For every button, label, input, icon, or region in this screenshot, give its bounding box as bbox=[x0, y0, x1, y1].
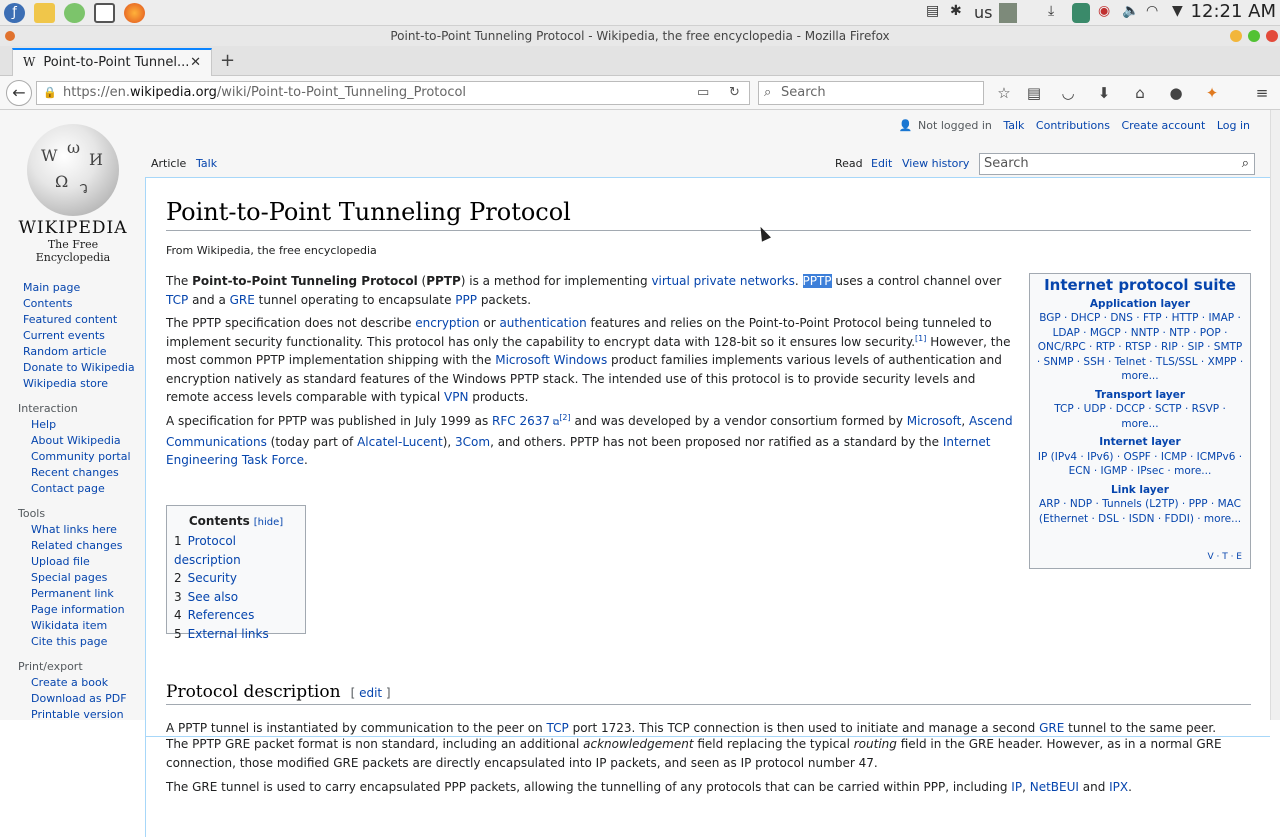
tab-edit[interactable]: Edit bbox=[871, 157, 893, 170]
sidebar-item-main-page[interactable]: Main page bbox=[23, 281, 81, 294]
sidebar-item-community[interactable]: Community portal bbox=[31, 450, 131, 463]
table-of-contents bbox=[166, 505, 306, 641]
not-logged-in: Not logged in bbox=[918, 119, 992, 132]
downloads-icon[interactable]: ⬇ bbox=[1097, 84, 1111, 102]
paragraph-6: The GRE tunnel is used to carry encapsulated PPP packets, allowing the tunnelling of any protocols that can be carried within PPP, including IP, NetBEUI and IPX. bbox=[166, 780, 1132, 794]
wikipedia-tagline: The Free Encyclopedia bbox=[35, 238, 111, 264]
user-icon: 👤 bbox=[898, 119, 913, 132]
keyboard-layout[interactable]: us bbox=[974, 3, 993, 22]
browser-search-input[interactable] bbox=[758, 81, 984, 105]
menu-icon[interactable]: ≡ bbox=[1255, 84, 1269, 102]
sidebar-item-random[interactable]: Random article bbox=[23, 345, 107, 358]
from-wikipedia: From Wikipedia, the free encyclopedia bbox=[166, 244, 377, 257]
sidebar-item-contents[interactable]: Contents bbox=[23, 297, 73, 310]
clock[interactable]: 12:21 AM bbox=[1190, 1, 1276, 22]
link-vpn[interactable]: virtual private networks bbox=[651, 274, 795, 288]
files-launcher-icon[interactable] bbox=[34, 3, 55, 23]
sidebar-heading-interaction: Interaction bbox=[18, 402, 78, 415]
article-content bbox=[145, 177, 1270, 737]
app-indicator-icon[interactable] bbox=[999, 3, 1017, 23]
browser-search-placeholder: Search bbox=[781, 85, 826, 100]
link-ipx[interactable]: IPX bbox=[1109, 780, 1129, 794]
new-tab-button[interactable]: + bbox=[220, 50, 236, 71]
wiki-search-placeholder: Search bbox=[984, 156, 1029, 171]
url-prefix: https://en. bbox=[63, 85, 130, 100]
toc-item-2[interactable]: 2 Security bbox=[174, 571, 237, 585]
download-icon[interactable]: ⤓ bbox=[1048, 3, 1055, 19]
infobox-internet-head[interactable]: Internet layer bbox=[1099, 436, 1181, 448]
link-rfc-2637[interactable]: RFC 2637 bbox=[492, 414, 551, 428]
sidebar-item-page-info[interactable]: Page information bbox=[31, 603, 125, 616]
home-icon[interactable]: ⌂ bbox=[1135, 84, 1145, 102]
infobox-vte[interactable]: V · T · E bbox=[1207, 551, 1242, 562]
record-icon[interactable]: ◉ bbox=[1098, 3, 1111, 19]
link-tcp-2[interactable]: TCP bbox=[546, 721, 569, 735]
link-ip[interactable]: IP bbox=[1011, 780, 1023, 794]
infobox-title[interactable]: Internet protocol suite bbox=[1044, 276, 1236, 294]
create-account-link[interactable]: Create account bbox=[1121, 119, 1206, 132]
wikipedia-favicon-icon: W bbox=[23, 55, 36, 69]
back-button[interactable]: ← bbox=[6, 80, 32, 106]
paragraph-5: The PPTP GRE packet format is non standard, including an additional acknowledgement field replacing the typical routing field in the GRE header. However, as in a normal GRE connection, those modified GRE packets are directly encapsulated into IP packets, and seen as IP protocol number 47. bbox=[166, 737, 1222, 770]
personal-tools bbox=[891, 119, 1250, 132]
wikipedia-page bbox=[0, 110, 1270, 794]
extension-icon[interactable]: ✦ bbox=[1205, 84, 1219, 102]
talk-link[interactable]: Talk bbox=[1003, 119, 1025, 132]
link-encryption[interactable]: encryption bbox=[415, 316, 480, 330]
os-top-panel bbox=[0, 0, 1280, 26]
link-tcp[interactable]: TCP bbox=[166, 292, 189, 307]
browser-tab[interactable] bbox=[12, 48, 212, 77]
sidebar-item-help[interactable]: Help bbox=[31, 418, 57, 431]
paragraph-4: A PPTP tunnel is instantiated by communication to the peer on TCP port 1723. This TCP connection is then used to initiate and manage a second GRE tunnel to the same peer. bbox=[166, 721, 1217, 735]
sidebar-item-contact[interactable]: Contact page bbox=[31, 482, 105, 495]
sidebar-item-related-changes[interactable]: Related changes bbox=[31, 539, 123, 552]
link-netbeui[interactable]: NetBEUI bbox=[1029, 780, 1079, 794]
sidebar-item-download-pdf[interactable]: Download as PDF bbox=[31, 692, 127, 705]
tab-bar bbox=[0, 46, 1280, 76]
url-domain: wikipedia.org bbox=[129, 85, 217, 100]
sidebar-item-donate[interactable]: Donate to Wikipedia bbox=[23, 361, 135, 374]
app-launcher-icon[interactable] bbox=[64, 3, 85, 23]
navigation-bar bbox=[0, 76, 1280, 110]
link-ppp[interactable]: PPP bbox=[455, 292, 477, 307]
tab-view-history[interactable]: View history bbox=[902, 157, 970, 170]
toc-hide-link[interactable]: [hide] bbox=[253, 517, 284, 528]
toc-item-3[interactable]: 3 See also bbox=[174, 589, 239, 604]
sidebar-item-printable[interactable]: Printable version bbox=[31, 708, 124, 721]
sidebar-heading-tools: Tools bbox=[18, 507, 46, 520]
sidebar-item-permanent-link[interactable]: Permanent link bbox=[31, 587, 114, 600]
sidebar-item-wikidata[interactable]: Wikidata item bbox=[31, 619, 108, 632]
tab-talk[interactable]: Talk bbox=[196, 157, 218, 170]
paragraph-3: A specification for PPTP was published in July 1999 as RFC 2637 ⧉[2] and was developed by a vendor consortium formed by Microsoft, Ascend Communications (today part of Alcatel-Lucent), 3Com, and others. PPTP has not been proposed nor ratified as a standard by the Internet Engineering Task Force. bbox=[166, 413, 1013, 467]
tab-read[interactable]: Read bbox=[835, 157, 863, 170]
wikipedia-globe-icon: W ω И Ω ว bbox=[27, 124, 119, 216]
infobox-app-head[interactable]: Application layer bbox=[1089, 297, 1191, 310]
url-path: /wiki/Point-to-Point_Tunneling_Protocol bbox=[216, 85, 467, 100]
window-title: Point-to-Point Tunneling Protocol - Wikipedia, the free encyclopedia - Mozilla Firefox bbox=[0, 26, 1280, 46]
firefox-launcher-icon[interactable] bbox=[124, 3, 145, 23]
toc-item-4[interactable]: 4 References bbox=[174, 608, 255, 622]
sidebar-item-create-book[interactable]: Create a book bbox=[31, 676, 109, 689]
shield-app-icon[interactable] bbox=[1072, 3, 1090, 23]
close-tab-icon[interactable]: ✕ bbox=[190, 55, 201, 70]
bookmark-star-icon[interactable]: ☆ bbox=[997, 84, 1011, 102]
contributions-link[interactable]: Contributions bbox=[1035, 119, 1110, 132]
toc-item-5[interactable]: 5 External links bbox=[174, 626, 269, 641]
wifi-icon[interactable]: ◠ bbox=[1146, 3, 1159, 19]
reader-view-icon[interactable]: ▭ bbox=[697, 85, 710, 100]
link-ascend[interactable]: Ascend Communications bbox=[166, 414, 1013, 449]
toc-title: Contents [hide] bbox=[188, 514, 284, 528]
reference-2[interactable]: [2] bbox=[559, 413, 571, 422]
external-link-icon: ⧉ bbox=[550, 418, 560, 428]
link-alcatel[interactable]: Alcatel-Lucent bbox=[357, 434, 443, 449]
link-ietf[interactable]: Internet Engineering Task Force bbox=[166, 434, 991, 467]
sidebar bbox=[0, 280, 145, 723]
paragraph-2: The PPTP specification does not describe encryption or authentication features and relies on the Point-to-Point Protocol being tunneled to implement security functionality. This protocol has only the capability to encrypt data with 128-bit so it ensures low security.[1] However, the most common PPTP implementation shipping with the Microsoft Windows product families implements various levels of authentication and encryption natively as standard features of the Windows PPTP stack. The intended use of this protocol is to provide security levels and remote access levels comparable with typical VPN products. bbox=[166, 316, 1011, 404]
fedora-menu-icon[interactable]: ƒ bbox=[4, 3, 25, 23]
login-link[interactable]: Log in bbox=[1216, 119, 1250, 132]
link-authentication[interactable]: authentication bbox=[499, 316, 587, 330]
close-window-button[interactable] bbox=[1266, 30, 1278, 42]
link-microsoft-windows[interactable]: Microsoft Windows bbox=[495, 353, 608, 367]
maximize-button[interactable] bbox=[1248, 30, 1260, 42]
clipboard-icon[interactable]: ▤ bbox=[926, 3, 940, 19]
sidebar-item-current-events[interactable]: Current events bbox=[23, 329, 105, 342]
page-title: Point-to-Point Tunneling Protocol bbox=[166, 198, 1251, 231]
window-menu-icon[interactable] bbox=[5, 31, 15, 41]
bluetooth-icon[interactable]: ✱ bbox=[950, 3, 962, 19]
link-gre[interactable]: GRE bbox=[229, 292, 255, 307]
sidebar-item-recent-changes[interactable]: Recent changes bbox=[31, 466, 119, 479]
toc-item-1[interactable]: 1 Protocol description bbox=[174, 534, 241, 567]
minimize-button[interactable] bbox=[1230, 30, 1242, 42]
section-edit-link[interactable]: edit bbox=[359, 686, 383, 700]
infobox-link-head[interactable]: Link layer bbox=[1111, 483, 1169, 496]
chat-icon[interactable]: ● bbox=[1169, 84, 1183, 102]
link-3com[interactable]: 3Com bbox=[455, 434, 491, 449]
infobox-link-items[interactable]: ARP · NDP · Tunnels (L2TP) · PPP · MAC (Ethernet · DSL · ISDN · FDDI) · more... bbox=[1038, 498, 1242, 525]
infobox-internet-items[interactable]: IP (IPv4 · IPv6) · OSPF · ICMP · ICMPv6 · ECN · IGMP · IPsec · more... bbox=[1037, 450, 1243, 477]
paragraph-1: The Point-to-Point Tunneling Protocol (PPTP) is a method for implementing virtual private networks. PPTP uses a control channel over TCP and a GRE tunnel operating to encapsulate PPP packets. bbox=[166, 274, 1002, 307]
lock-icon[interactable]: 🔒 bbox=[43, 86, 57, 99]
pocket-icon[interactable]: ◡ bbox=[1061, 84, 1075, 102]
infobox-transport-head[interactable]: Transport layer bbox=[1094, 388, 1186, 401]
sidebar-item-cite[interactable]: Cite this page bbox=[31, 635, 108, 648]
wikipedia-logo[interactable] bbox=[16, 124, 130, 264]
dropdown-icon[interactable]: ▼ bbox=[1172, 3, 1183, 19]
page-scrollbar[interactable] bbox=[1270, 110, 1280, 720]
link-microsoft[interactable]: Microsoft bbox=[906, 414, 962, 428]
sidebar-item-about[interactable]: About Wikipedia bbox=[31, 434, 121, 447]
infobox-transport-items[interactable]: TCP · UDP · DCCP · SCTP · RSVP · more... bbox=[1054, 403, 1226, 430]
wiki-search-input[interactable] bbox=[979, 153, 1255, 175]
link-gre-2[interactable]: GRE bbox=[1039, 721, 1065, 735]
reload-icon[interactable]: ↻ bbox=[729, 85, 740, 100]
selected-text: PPTP bbox=[802, 274, 832, 288]
section-heading: Protocol description [ edit ] bbox=[166, 682, 1251, 705]
url-bar[interactable] bbox=[36, 81, 750, 105]
sidebar-item-special-pages[interactable]: Special pages bbox=[31, 571, 108, 584]
search-icon[interactable]: ⌕ bbox=[1241, 156, 1249, 171]
screen-launcher-icon[interactable] bbox=[94, 3, 115, 23]
infobox-app-items[interactable]: BGP · DHCP · DNS · FTP · HTTP · IMAP · LDAP · MGCP · NNTP · NTP · POP · ONC/RPC · RTP · RTSP · RIP · SIP · SMTP · SNMP · SSH · Telnet · TLS/SSL · XMPP · more... bbox=[1036, 312, 1244, 382]
sidebar-item-featured[interactable]: Featured content bbox=[23, 313, 118, 326]
wikipedia-wordmark: WIKIPEDIA bbox=[18, 218, 128, 238]
sidebar-item-what-links[interactable]: What links here bbox=[31, 523, 117, 536]
sidebar-item-store[interactable]: Wikipedia store bbox=[23, 377, 108, 390]
tab-article[interactable]: Article bbox=[151, 157, 187, 170]
infobox bbox=[1029, 273, 1251, 569]
article-content-continued bbox=[145, 737, 1270, 837]
tab-title: Point-to-Point Tunnel... bbox=[43, 55, 190, 70]
section-edit: [ edit ] bbox=[350, 686, 391, 700]
volume-icon[interactable]: 🔈 bbox=[1122, 3, 1140, 19]
reading-list-icon[interactable]: ▤ bbox=[1026, 84, 1042, 102]
sidebar-item-upload[interactable]: Upload file bbox=[31, 555, 90, 568]
link-vpn-2[interactable]: VPN bbox=[444, 390, 469, 404]
search-icon: ⌕ bbox=[764, 85, 772, 100]
reference-1[interactable]: [1] bbox=[915, 333, 927, 343]
sidebar-heading-print: Print/export bbox=[18, 660, 83, 673]
